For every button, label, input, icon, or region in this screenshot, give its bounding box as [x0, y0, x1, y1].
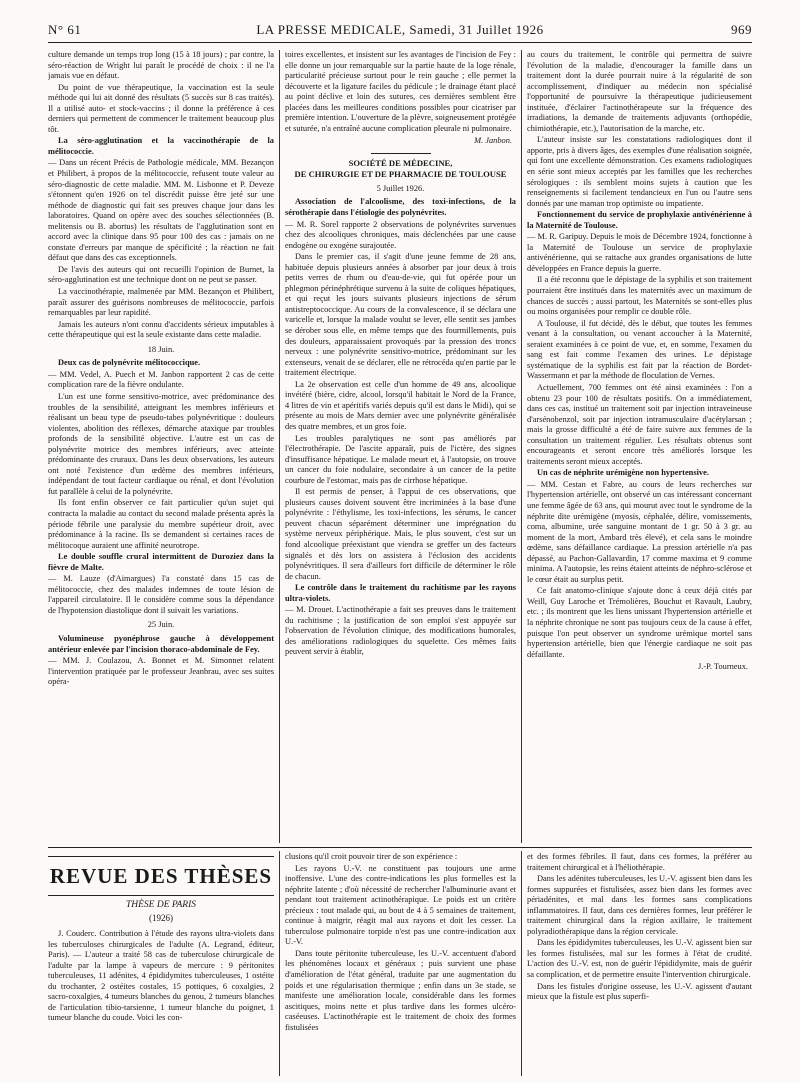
paragraph: Les rayons U.-V. ne constituent pas toujours une arme inoffensive. L'une des contre-indications les plus formelles est la néphrite latente ; d'où nécessité de rechercher l'albuminurie avant et pendant tout traitement actinothérapique. Le poids est un critère précieux : tout malade qui, au bout de 4 à 5 semaines de traitement, continue à maigrir, réagit mal aux rayons et doit les cesser. La tuberculose pulmonaire torpide n'est pas une contre-indication aux U.-V. — [285, 863, 516, 947]
paragraph: — MM. Cestan et Fabre, au cours de leurs recherches sur l'hypertension artérielle, ont observé un cas intéressant concernant une femme âgée de 63 ans, qui mourut avec tout le syndrome de la néphrite dite urémigène (myosis, céphalée, délire, vomissements, coma, albumine, urée sanguine montant de 1 gr. 50 à 3 gr. au moment de la mort, Ambard très élevé), et cela sans le moindre œdème, sans défaillance cardiaque. La pression artérielle n'a pas dépassé, au Pachon-Gallavardin, 17 comme maxima et 9 comme minima. A l'autopsie, les reins étaient atteints de néphro-sclérose et le cœur était au surplus petit. — [527, 479, 752, 584]
paragraph: et des formes fébriles. Il faut, dans ces formes, la préférer au traitement chirurgical et à l'héliothérapie. — [527, 852, 752, 872]
thesis-year: (1926) — [149, 912, 173, 923]
column-2 — [285, 50, 516, 842]
session-date: 18 Juin. — [147, 344, 175, 354]
section-divider — [48, 847, 752, 848]
paragraph: Dans les épididymites tuberculeuses, les U.-V. agissent bien sur les formes fistulisées, mal sur les formes à l'état de crudité. L'action des U.-V. est, non de guérir l'épididymite, mais de guérir sa complication, et de permettre ensuite l'intervention chirurgicale. — [527, 938, 752, 980]
paragraph: Il a été reconnu que le dépistage de la syphilis et son traitement pourraient être institués dans les maternités avec un maximum de chances de succès ; aussi partout, les Maternités se sont-elles plus ou moins organisées pour remplir ce double rôle. — [527, 275, 752, 317]
paragraph: — MM. J. Coulazou, A. Bonnet et M. Simonnet relatent l'intervention pratiquée par le professeur Jeanbrau, avec ses suites opéra- — [48, 656, 274, 687]
paragraph: — M. R. Sorel rapporte 2 observations de polynévrites survenues chez des alcooliques chroniques, mais déclenchées par une cause endogène ou exogène surajoutée. — [285, 219, 516, 250]
paragraph: J. Couderc. Contribution à l'étude des rayons ultra-violets dans les tuberculoses chirurgicales de l'adulte (A. Legrand, éditeur, Paris). — L'auteur a traité 58 cas de tuberculose chirurgicale de l'adulte par la lampe à vapeurs de mercure : 9 péritonites tuberculeuses, 11 adénites, 4 épididymites tuberculeuses, 1 ostéite du trochanter, 2 ostéites costales, 15 pottiques, 6 coxalgies, 2 sacro-coxalgies, 4 tumeurs blanches du genou, 2 tumeurs blanches de l'articulation tibio-tarsienne, 1 tumeur blanche du poignet, 1 tumeur blanche du coude. Voici les con- — [48, 929, 274, 1023]
column-1 — [48, 50, 274, 842]
article-heading: Le double souffle crural intermittent de Duroziez dans la fièvre de Malte. — [48, 552, 274, 572]
paragraph: toires excellentes, et insistent sur les avantages de l'incision de Fey : elle donne un jour remarquable sur la partie haute de la loge rénale, particularité précieuse surtout pour le rein gauche ; elle permet la découverte et la ligature faciles du pédicule ; le drainage étant placé au point déclive et loin des sutures, ces dernières semblent être placées dans les meilleures conditions possibles pour cicatriser par première intention. L'ouverture de la plèvre, soigneusement protégée et suturée, n'a entraîné aucune complication pleurale ni pulmonaire. — [285, 50, 516, 133]
paragraph: culture demande un temps trop long (15 à 18 jours) ; par contre, la séro-réaction de Wright lui paraît le procédé de choix : il ne l'a jamais vue en défaut. — [48, 50, 274, 81]
paragraph: — M. Lauze (d'Aimargues) l'a constaté dans 15 cas de mélitococcie, chez des malades indemnes de toute lésion de l'appareil circulatoire. Il le considère comme sous la dépendance de l'hypotension diastolique dont il suivait les variations. — [48, 574, 274, 615]
paragraph: Ce fait anatomo-clinique s'ajoute donc à ceux déjà cités par Weill, Guy Laroche et Trémolières, Bouchut et Ravault, Laubry, etc. ; ils montrent que les liens unissant l'hypertension artérielle et la néphrite chronique ne sont pas toujours ceux de la cause à effet, puisque l'on peut observer un syndrome urémique mortel sans hypertension artérielle, bien que l'énergie cardiaque ne soit pas défaillante. — [527, 586, 752, 659]
article-heading: La séro-agglutination et la vaccinothérapie de la mélitococcie. — [48, 136, 274, 156]
divider-rule — [371, 153, 431, 154]
section-title: REVUE DES THÈSES — [48, 856, 274, 896]
society-title-line-2: DE CHIRURGIE ET DE PHARMACIE DE TOULOUSE — [294, 168, 507, 179]
paragraph: Il est permis de penser, à l'appui de ces observations, que plusieurs causes doivent souvent être incriminées à la base d'une polynévrite : l'éthylisme, les toxi-infections, les sérums, le cancer peuvent chacun séparément déterminer une imprégnation du système nerveux périphérique. Mais, le plus souvent, c'est sur un fond alcoolique préexistant que viendra se greffer un des facteurs signalés et dès lors on assistera à l'éclosion des accidents polynévritiques. Il sera d'ailleurs fort difficile de déterminer le rôle de chacun. — [285, 487, 516, 581]
session-date: 5 Juillet 1926. — [376, 183, 425, 193]
paragraph: — M. R. Garipuy. Depuis le mois de Décembre 1924, fonctionne à la Maternité de Toulouse un service de prophylaxie antivénérienne, qui se rattache aux grandes organisations de lutte développées en France depuis la guerre. — [527, 232, 752, 273]
paragraph: Dans les fistules d'origine osseuse, les U.-V. agissent d'autant mieux que la fistule est plus superfi- — [527, 981, 752, 1002]
paragraph: De l'avis des auteurs qui ont recueilli l'opinion de Burnet, la séro-agglutination est une technique dont on ne peut se passer. — [48, 264, 274, 285]
paragraph: — M. Drouet. L'actinothérapie a fait ses preuves dans le traitement du rachitisme ; la justification de son emploi s'est appuyée sur l'observation de l'évolution clinique, des modifications humorales, des améliorations radiologiques du squelette. Ces mêmes faits peuvent servir à établir, — [285, 605, 516, 657]
paragraph: clusions qu'il croit pouvoir tirer de son expérience : — [285, 852, 458, 861]
paragraph: Dans toute péritonite tuberculeuse, les U.-V. accentuent d'abord les phénomènes locaux et généraux ; puis survient une phase d'amélioration de l'état général, traduite par une augmentation du poids et une régularisation thermique ; enfin dans un 3e stade, se manifeste une amélioration locale, considérable dans les formes ascitiques, moins nette et plus tardive dans les formes ulcéro-caséeuses. L'actinothérapie est le traitement de choix des formes fistulisées — [285, 948, 516, 1032]
paragraph: Dans les adénites tuberculeuses, les U.-V. agissent bien dans les formes suppurées et fistulisées, assez bien dans les formes avec périadénites, et mal dans les formes sans complications inflammatoires. Il faut, dans ces dernières formes, leur préférer le traitement chirurgical dans la région axillaire, le traitement polyradiothérapique dans la région cervicale. — [527, 874, 752, 936]
paragraph: A Toulouse, il fut décidé, dès le début, que toutes les femmes venant à la consultation, ou venant accoucher à la Maternité, seraient examinées à ce point de vue, et, en somme, l'examen du sang est fait comme l'examen des urines. Le dépistage systématique de la syphilis est fait par la réaction de Bordet-Wassermann et par la méthode de floculation de Vernes. — [527, 318, 752, 381]
theses-column-1 — [48, 852, 274, 1077]
issue-number: N° 61 — [48, 22, 82, 37]
paragraph: La 2e observation est celle d'un homme de 49 ans, alcoolique invétéré (bière, cidre, alcool, lorsqu'il habitait le Nord de la France, 4 litres de vin et apéritifs variés depuis qu'il est dans le Midi), qui se présente au mois de Mars dernier avec une polynévrite généralisée des quatre membres, et un gros foie. — [285, 379, 516, 431]
signature: J.-P. Tourneux. — [698, 662, 748, 672]
column-rule — [521, 50, 522, 843]
paragraph: L'un est une forme sensitivo-motrice, avec prédominance des troubles de la sensibilité, atteignant les membres inférieurs et réalisant un beau type de pseudo-tabes polynévritique : douleurs violentes, abolition des réflexes, démarche ataxique par troubles profonds de la sensibilité objective. L'autre est un cas de polynévrite motrice des membres inférieurs, avec atteinte prédominante des cruraux. Dans les deux observations, les auteurs ont noté l'existence d'un œdème des membres inférieurs, indépendant de tout facteur cardiaque ou rénal, et dont l'évolution fut parallèle à celui de la polynévrite. — [48, 391, 274, 496]
page-header — [48, 20, 752, 43]
column-3 — [527, 50, 752, 842]
paragraph: Les troubles paralytiques ne sont pas améliorés par l'électrothérapie. De l'ascite apparaît, puis de l'ictère, des signes d'insuffisance hépatique. Le malade meurt et, à l'autopsie, on trouve un cancer du foie nodulaire, secondaire à un cancer de la petite courbure de l'estomac, mais pas de cirrhose hépatique. — [285, 433, 516, 485]
column-rule — [279, 851, 280, 1076]
column-rule — [521, 851, 522, 1076]
society-title — [285, 158, 516, 180]
theses-column-2 — [285, 852, 516, 1077]
newspaper-title: LA PRESSE MEDICALE, Samedi, 31 Juillet 1926 — [256, 22, 544, 37]
paragraph: Du point de vue thérapeutique, la vaccination est la seule méthode qui lui ait donné des résultats (5 succès sur 8 cas traités). Il a utilisé auto- et stock-vaccins ; il donne la préférence à ces derniers qui permettent de commencer le traitement beaucoup plus tôt. — [48, 82, 274, 134]
theses-column-3 — [527, 852, 752, 1077]
society-title-line-1: SOCIÉTÉ DE MÉDECINE, — [348, 157, 453, 168]
page-number: 969 — [731, 22, 752, 37]
paragraph: L'auteur insiste sur les constatations radiologiques dont il apporte, pris à divers âges, des exemples d'une réalisation soignée, qui font une excellente démonstration. Ces examens radiologiques en série sont mieux acceptés par les familles que les recherches sérologiques : ils semblent moins sujets à caution que les renseignements si facilement tendancieux en l'un ou l'autre sens donnés par une maman trop optimiste ou impatiente. — [527, 135, 752, 208]
paragraph: La vaccinothérapie, malmenée par MM. Bezançon et Philibert, paraît assurer des guérisons nombreuses de mélitococcie, parfois remarquables par leur rapidité. — [48, 287, 274, 318]
column-rule — [279, 50, 280, 843]
signature: M. Janbon. — [474, 136, 512, 146]
paragraph: — Dans un récent Précis de Pathologie médicale, MM. Bezançon et Philibert, à propos de la mélitococcie, refusent toute valeur au séro-diagnostic de cette maladie. MM. M. Lisbonne et P. Deveze s'étonnent qu'en 1926 on tel discrédit puisse être jeté sur une méthode de diagnostic qui fait ses preuves chaque jour dans les laboratoires. Quand on opère avec des souches sélectionnées (B. melitensis ou B. abortus) les résultats de l'agglutination sont en accord avec la clinique dans 95 pour 100 des cas : jamais on ne constate d'erreurs par manque de spécificité ; la réaction ne fait défaut que dans des cas exceptionnels. — [48, 158, 274, 263]
article-heading: Volumineuse pyonéphrose gauche à développement antérieur enlevée par l'incision thoraco-abdominale de Fey. — [48, 633, 274, 654]
article-heading: Deux cas de polynévrite mélitococcique. — [58, 358, 201, 368]
article-heading: Un cas de néphrite urémigène non hypertensive. — [537, 468, 709, 478]
paragraph: Ils font enfin observer ce fait particulier qu'un sujet qui contracta la maladie au contact du second malade présenta après la période fébrile une paralysie du membre supérieur droit, avec prédominance à la racine. Ils se demandent si certaines races de mélitocoque auraient une affinité neurotrope. — [48, 498, 274, 550]
session-date: 25 Juin. — [147, 620, 175, 630]
paragraph: Dans le premier cas, il s'agit d'une jeune femme de 28 ans, habituée depuis plusieurs années à absorber par jour deux à trois petits verres de rhum ou d'eau-de-vie, qui fut opérée pour un phlegmon périnéphrétique survenu à la suite de coliques hépatiques, et qui reçut les jours suivants plusieurs injections de sérum antistreptococcique. Au cours de la convalescence, il se déclara une varicelle et, lorsque la malade voulut se lever, elle sentit ses jambes se dérober sous elle, en même temps que des fourmillements, puis des douleurs, apparaissaient provoqués par la pression des troncs nerveux : une polynévrite sensitivo-motrice, prédominant sur les extenseurs, venait de se déclarer, elle ne rétrocéda qu'en partie par le traitement électrique. — [285, 252, 516, 378]
paragraph: — MM. Vedel, A. Puech et M. Janbon rapportent 2 cas de cette complication rare de la fièvre ondulante. — [48, 369, 274, 390]
paragraph: au cours du traitement, le contrôle qui permettra de suivre l'évolution de la maladie, d'encourager la famille dans un traitement dont la durée pourrait nuire à la régularité de son accomplissement, d'indiquer au médecin non spécialisé l'opportunité de poursuivre la thérapeutique judicieusement instituée, d'éclairer l'actinothérapeute sur la fréquence des irradiations, la demande de traitements adjuvants (orthopédie, chimiothérapie, etc.), l'autorisation de la marche, etc. — [527, 50, 752, 133]
paragraph: Jamais les auteurs n'ont connu d'accidents sérieux imputables à cette thérapeutique qui est la seule existante dans cette maladie. — [48, 319, 274, 340]
article-heading: Le contrôle dans le traitement du rachitisme par les rayons ultra-violets. — [285, 583, 516, 603]
paragraph: Actuellement, 700 femmes ont été ainsi examinées : l'on a obtenu 23 pour 100 de résultats positifs. On a immédiatement, dans ces cas, institué un traitement soit par injection intraveineuse d'arsénobenzol, soit par injection intramusculaire d'acétylarsan ; mais la grosse difficulté a été de faire suivre aux femmes de la consultation un traitement régulier. Les résultats obtenus sont encourageants et seront encore très améliorés lorsque les traitements seront mieux acceptés. — [527, 382, 752, 466]
article-heading: Fonctionnement du service de prophylaxie antivénérienne à la Maternité de Toulouse. — [527, 210, 752, 230]
article-heading: Association de l'alcoolisme, des toxi-infections, de la sérothérapie dans l'étiologie des polynévrites. — [285, 197, 516, 218]
thesis-subtitle: THÈSE DE PARIS — [125, 900, 196, 910]
